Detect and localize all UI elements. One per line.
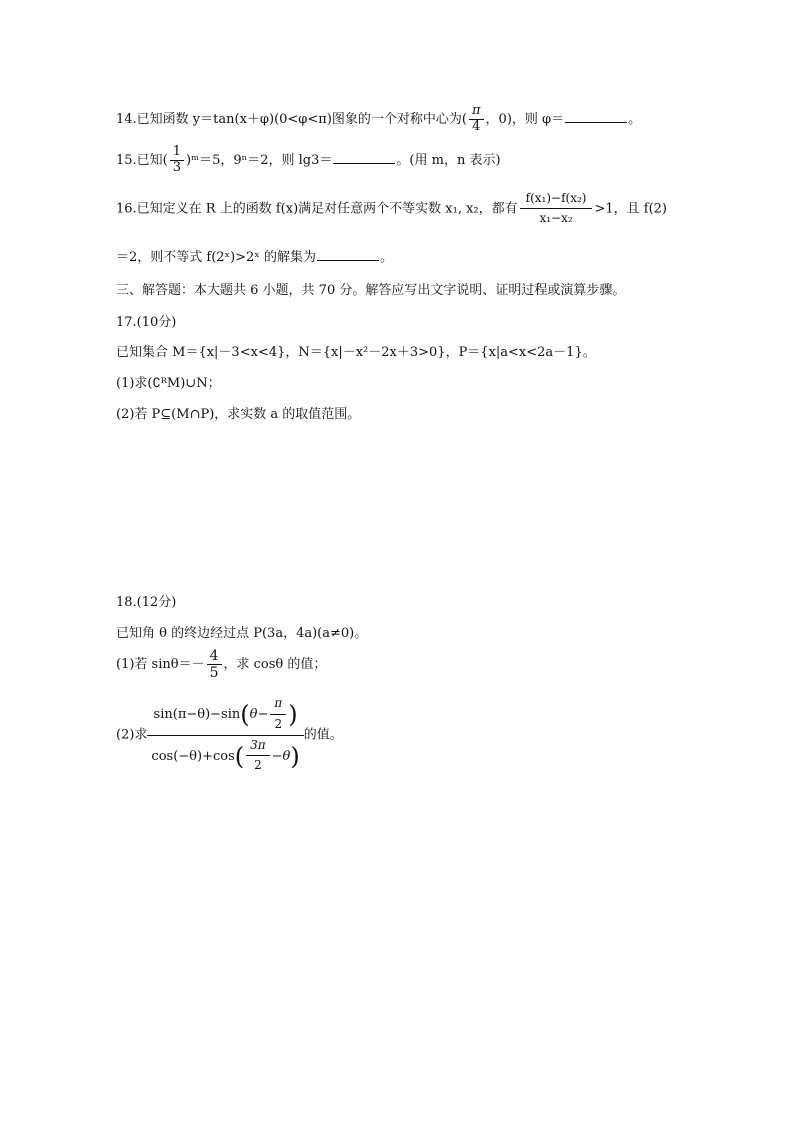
q16-frac-num: f(x₁)−f(x₂) — [520, 192, 593, 209]
q18-part1-prefix: (1)若 sinθ＝－ — [116, 657, 205, 673]
q18-part2-num-inner-num: π — [270, 697, 286, 715]
left-paren: ( — [234, 741, 245, 770]
q18-part1-num: 4 — [207, 648, 222, 665]
q15-mid: )ᵐ＝5，9ⁿ＝2，则 lg3＝ — [186, 152, 333, 168]
q18-part2-den-b-post: −θ — [271, 748, 291, 764]
q17-stem: 已知集合 M＝{x|－3<x<4}，N＝{x|－x²－2x＋3>0}，P＝{x|a<x<2a－1}。 — [116, 345, 596, 360]
q17-header: 17.(10分) — [116, 315, 177, 330]
q18-part1-fraction — [207, 648, 222, 681]
q18-part2-den-inner-frac — [246, 739, 270, 774]
q18-part2-num-inner-den: 2 — [274, 716, 283, 731]
q18-part1 — [116, 648, 326, 681]
q14-prefix: 14.已知函数 y＝tan(x＋φ)(0<φ<π)图象的一个对称中心为( — [116, 111, 467, 127]
q15-frac-num: 1 — [170, 145, 184, 161]
q18-part2-den-inner-num: 3π — [246, 739, 270, 757]
q15-prefix: 15.已知( — [116, 152, 168, 168]
q18-part2-prefix: (2)求 — [116, 727, 148, 743]
q15-suffix: 。(用 m，n 表示) — [396, 152, 501, 168]
right-paren: ) — [290, 741, 300, 770]
q16-line2-suffix: 。 — [379, 250, 393, 265]
question-14 — [116, 104, 641, 135]
q18-part2-suffix: 的值。 — [303, 727, 343, 743]
q16-prefix: 16.已知定义在 R 上的函数 f(x)满足对任意两个不等实数 x₁, x₂，都有 — [116, 201, 518, 217]
right-paren: ) — [288, 700, 298, 729]
question-16-line1 — [116, 192, 667, 226]
q18-part2-den-a: cos(−θ)+cos — [151, 748, 235, 764]
q14-frac-den: 4 — [472, 118, 481, 134]
q15-answer-blank[interactable] — [333, 162, 395, 164]
q18-part2-den-inner-den: 2 — [254, 758, 262, 773]
q16-fraction — [520, 192, 593, 226]
q16-line2-prefix: ＝2，则不等式 f(2ˣ)>2ˣ 的解集为 — [116, 250, 316, 265]
q18-part2-num-a: sin(π−θ)−sin — [153, 706, 241, 722]
q15-frac-den: 3 — [172, 159, 182, 175]
q14-suffix: 。 — [628, 111, 642, 127]
q14-fraction — [469, 104, 484, 135]
q14-mid: ，0)，则 φ＝ — [485, 111, 565, 127]
q15-fraction — [170, 145, 184, 176]
left-paren: ( — [240, 700, 250, 729]
q18-part1-den: 5 — [209, 665, 219, 682]
q18-part2 — [116, 697, 343, 773]
q18-part2-denominator — [147, 736, 303, 774]
question-16-line2 — [116, 251, 393, 264]
q14-answer-blank[interactable] — [565, 121, 627, 123]
q14-frac-num: π — [469, 104, 484, 120]
q17-part1: (1)求(∁ᴿM)∪N； — [116, 376, 221, 391]
q18-header: 18.(12分) — [116, 595, 177, 610]
q16-frac-den: x₁−x₂ — [539, 210, 573, 225]
section-3-heading: 三、解答题：本大题共 6 小题，共 70 分。解答应写出文字说明、证明过程或演算步骤。 — [116, 283, 626, 298]
q16-suffix: >1，且 f(2) — [594, 201, 667, 217]
q18-part2-fraction — [147, 697, 303, 773]
q18-part2-num-inner-frac — [270, 697, 286, 732]
q16-answer-blank[interactable] — [317, 259, 379, 261]
q18-part2-num-b-pre: θ− — [249, 706, 269, 722]
q18-part1-suffix: ，求 cosθ 的值； — [223, 657, 327, 673]
q18-part2-numerator — [147, 697, 303, 736]
q18-stem: 已知角 θ 的终边经过点 P(3a，4a)(a≠0)。 — [116, 626, 368, 641]
question-15 — [116, 145, 501, 176]
q17-part2: (2)若 P⊆(M∩P)，求实数 a 的取值范围。 — [116, 407, 361, 422]
